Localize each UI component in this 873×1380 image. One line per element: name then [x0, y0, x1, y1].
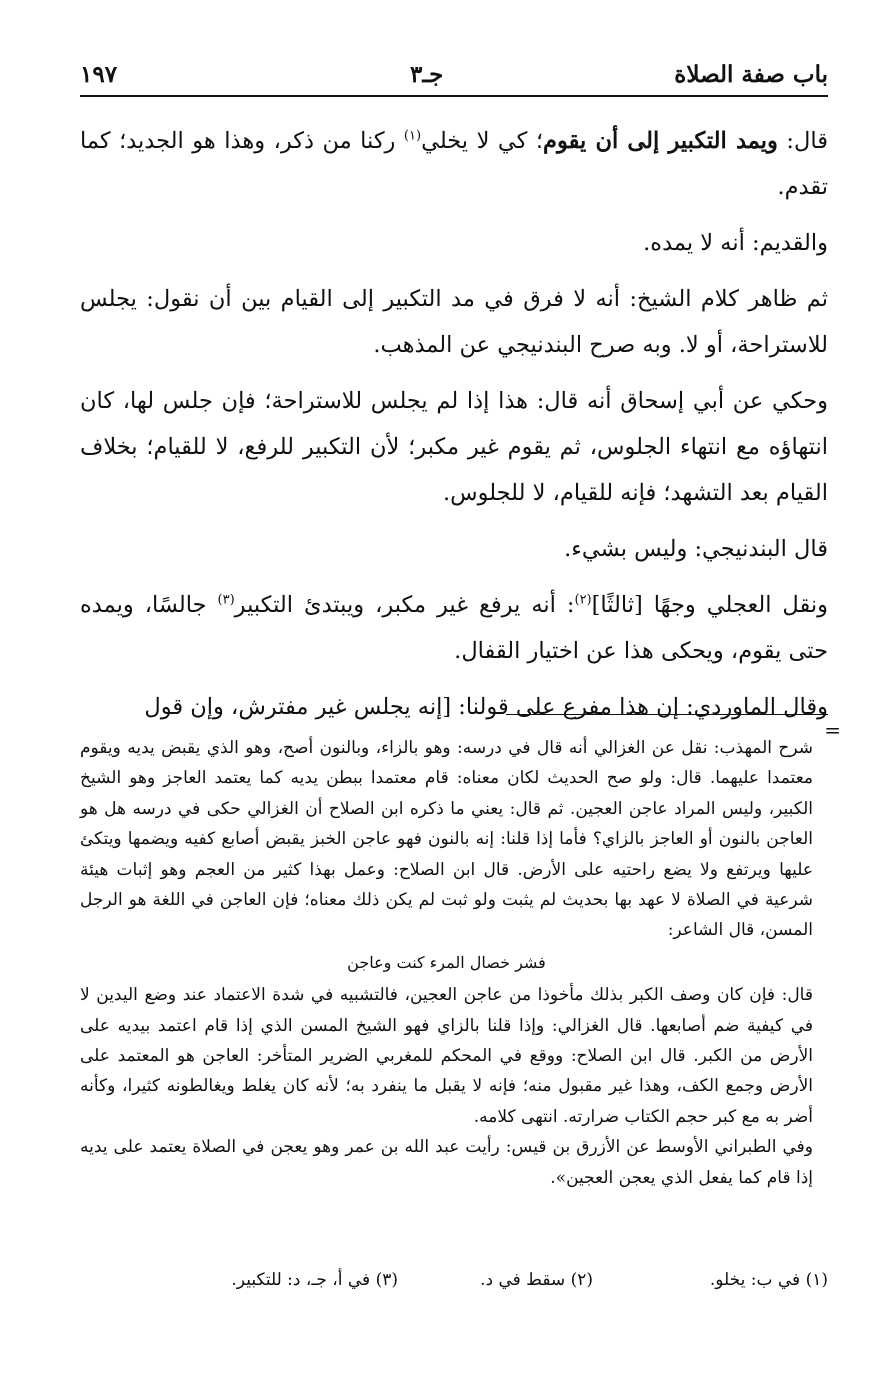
- footnotes-block: [80, 733, 813, 1193]
- footnote-1: (١) في ب: يخلو.: [709, 1270, 828, 1290]
- page-header: [80, 55, 828, 97]
- paragraph-3: ثم ظاهر كلام الشيخ: أنه لا فرق في مد التكبير إلى القيام بين أن نقول: يجلس للاستراحة، أو لا. وبه صرح البندنيجي عن المذهب.: [80, 286, 828, 358]
- paragraph-4: وحكي عن أبي إسحاق أنه قال: هذا إذا لم يجلس للاستراحة؛ فإن جلس لها، كان انتهاؤه مع انتهاء الجلوس، ثم يقوم غير مكبر؛ لأن التكبير للرفع، لا للقيام؛ بخلاف القيام بعد التشهد؛ فإنه للقيام، لا للجلوس.: [80, 388, 828, 506]
- note-paragraph-3: وفي الطبراني الأوسط عن الأزرق بن قيس: رأيت عبد الله بن عمر وهو يعجن في الصلاة يعتمد على يديه إذا قام كما يفعل الذي يعجن العجين».: [80, 1137, 813, 1188]
- footnote-separator: [506, 714, 828, 715]
- footnote-ref-1: (١): [403, 128, 422, 144]
- p6-text: ونقل العجلي وجهًا [ثالثًا]: [591, 592, 828, 618]
- p1-intro: قال:: [777, 128, 828, 154]
- p1-matn: ويمد التكبير إلى أن يقوم: [543, 128, 778, 154]
- paragraph-5: قال البندنيجي: وليس بشيء.: [564, 536, 828, 562]
- p6-rest: جالسًا، ويمده حتى يقوم، ويحكى هذا عن اختيار القفال.: [80, 592, 828, 664]
- footnote-2: (٢) سقط في د.: [480, 1270, 593, 1290]
- volume-number: جـ٣: [410, 61, 444, 88]
- paragraph-2: والقديم: أنه لا يمده.: [643, 230, 828, 256]
- paragraph-1: [80, 118, 828, 210]
- chapter-title: باب صفة الصلاة: [674, 61, 828, 88]
- poetry-verse: فشر خصال المرء كنت وعاجن: [347, 952, 546, 972]
- footnote-ref-3: (٣): [217, 592, 235, 608]
- page-number: ١٩٧: [80, 61, 118, 88]
- p6-mid: : أنه يرفع غير مكبر، ويبتدئ التكبير: [234, 592, 575, 618]
- note-paragraph-2: قال: فإن كان وصف الكبر بذلك مأخوذا من عاجن العجين، فالتشبيه في شدة الاعتماد عند وضع اليدين لا في كيفية ضم أصابعها. قال الغزالي: وإذا قلنا بالزاي فهو الشيخ المسن الذي إذا قام اعتمد بيديه على الأرض من الكبر. قال ابن الصلاح: ووقع في المحكم للمغربي الضرير المتأخر: العاجن هو المعتمد على الأرض وجمع الكف، وهذا غير مقبول منه؛ فإنه لا يقبل ما ينفرد به؛ لأنه كان يغلط ويغالطونه كثيرا، وكأنه أضر به مع كبر حجم الكتاب ضرارته. انتهى كلامه.: [80, 985, 813, 1127]
- p1-rest: ركنا من ذكر، وهذا هو الجديد؛ كما تقدم.: [80, 128, 828, 200]
- footnote-3: (٣) في أ، جـ، د: للتكبير.: [231, 1270, 398, 1290]
- footnote-ref-2: (٢): [574, 592, 592, 608]
- main-text: [80, 118, 828, 740]
- continuation-mark: =: [824, 718, 841, 742]
- paragraph-6: [80, 582, 828, 674]
- p1-text: ؛ كي لا يخلي: [421, 128, 544, 154]
- note-paragraph-1: شرح المهذب: نقل عن الغزالي أنه قال في درسه: وهو بالزاء، وبالنون أصح، وهو الذي يقبض يديه ويقوم معتمدا عليهما. قال: ولو صح الحديث لكان معناه: قام معتمدا ببطن يديه كما يعتمد العاجز وهو الشيخ الكبير، وليس المراد عاجن العجين. ثم قال: يعني ما ذكره ابن الصلاح أن الغزالي حكى في درسه هل هو العاجن بالنون أو العاجز بالزاي؟ فأما إذا قلنا: إنه بالنون فهو عاجن الخبز يقبض أصابع كفيه ويضمها ويتكئ عليها ويرتفع ولا يضع راحتيه على الأرض. قال ابن الصلاح: وعمل بهذا كثير من العجم وهو إثبات هيئة شرعية في الصلاة لا عهد بها بحديث لم يثبت ولو ثبت لم يكن ذلك معناه؛ فإن العاجن في اللغة هو الرجل المسن، قال الشاعر:: [80, 738, 813, 941]
- paragraph-7: وقال الماوردي: إن هذا مفرع على قولنا: [إنه يجلس غير مفترش، وإن قول: [144, 694, 828, 720]
